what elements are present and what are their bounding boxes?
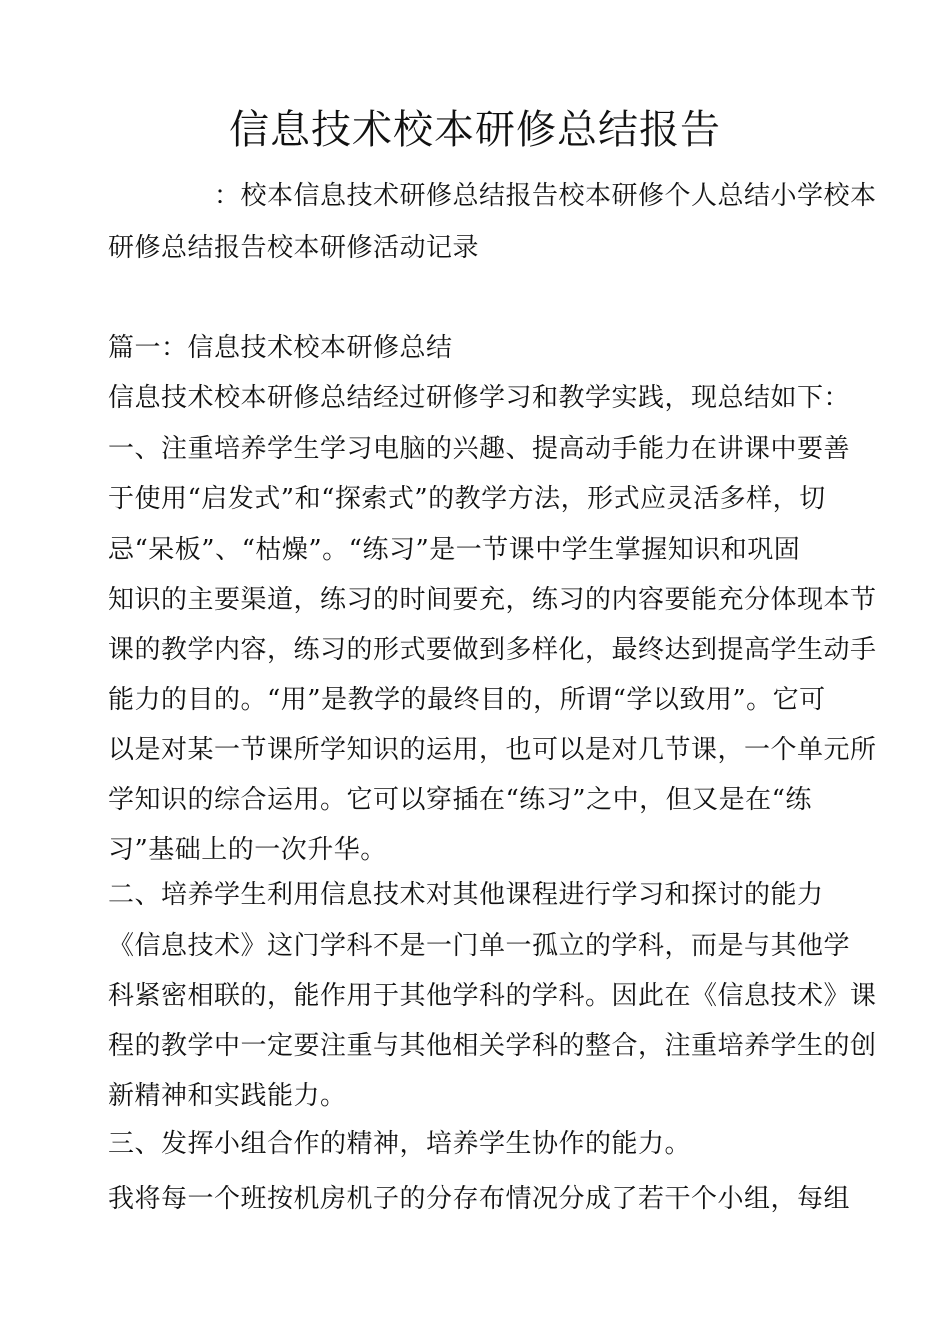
body-line: 课的教学内容，练习的形式要做到多样化，最终达到提高学生动手 (108, 635, 877, 665)
body-line: 《信息技术》这门学科不是一门单一孤立的学科，而是与其他学 (108, 931, 851, 961)
body-line: 三、发挥小组合作的精神，培养学生协作的能力。 (108, 1129, 692, 1159)
body-line: 我将每一个班按机房机子的分存布情况分成了若干个小组，每组 (108, 1184, 851, 1214)
body-line: 信息技术校本研修总结经过研修学习和教学实践，现总结如下： (108, 383, 851, 413)
document-title: 信息技术校本研修总结报告 (229, 107, 721, 153)
body-line: 忌“呆板”、“枯燥”。“练习”是一节课中学生掌握知识和巩固 (108, 535, 801, 565)
body-line: ：校本信息技术研修总结报告校本研修个人总结小学校本 (108, 181, 877, 211)
body-line: 学知识的综合运用。它可以穿插在“练习”之中，但又是在“练 (108, 785, 812, 815)
body-line: 以是对某一节课所学知识的运用，也可以是对几节课，一个单元所 (108, 735, 877, 765)
section-heading: 篇一：信息技术校本研修总结 (108, 333, 453, 363)
body-line: 科紧密相联的，能作用于其他学科的学科。因此在《信息技术》课 (108, 981, 877, 1011)
body-line: 一、注重培养学生学习电脑的兴趣、提高动手能力在讲课中要善 (108, 434, 851, 464)
body-line: 研修总结报告校本研修活动记录 (108, 233, 480, 263)
body-line: 习”基础上的一次升华。 (108, 835, 387, 865)
body-line: 二、培养学生利用信息技术对其他课程进行学习和探讨的能力 (108, 880, 824, 910)
body-line: 程的教学中一定要注重与其他相关学科的整合，注重培养学生的创 (108, 1031, 877, 1061)
body-line: 知识的主要渠道，练习的时间要充，练习的内容要能充分体现本节 (108, 585, 877, 615)
body-line: 能力的目的。“用”是教学的最终目的，所谓“学以致用”。它可 (108, 685, 826, 715)
body-line: 新精神和实践能力。 (108, 1081, 347, 1111)
body-line: 于使用“启发式”和“探索式”的教学方法，形式应灵活多样，切 (108, 484, 826, 514)
